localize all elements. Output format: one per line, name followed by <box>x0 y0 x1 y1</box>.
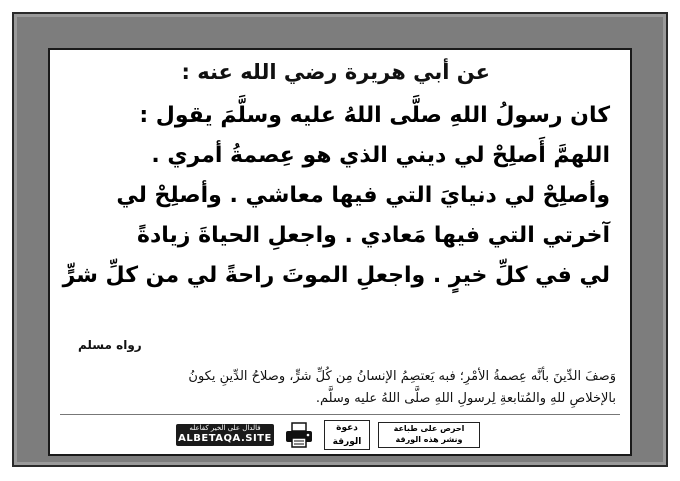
hadith-line-4: آخرتي التي فيها مَعادي . واجعلِ الحياةَ زيادةً <box>136 223 610 248</box>
footer <box>170 420 500 450</box>
hadith-line-5: لي في كلِّ خيرٍ . واجعلِ الموتَ راحةً لي من كلِّ شرٍّ <box>62 263 610 288</box>
commentary-line-1: وَصفَ الدِّينَ بأنَّه عِصمةُ الأمْرِ؛ فبه يَعتصِمُ الإنسانُ مِن كُلِّ شرٍّ، وصلاحُ الدِّينِ يكونُ <box>188 369 616 384</box>
printer-icon <box>284 422 314 448</box>
site-url: ALBETAQA.SITE <box>178 433 272 444</box>
footer-divider <box>60 414 620 415</box>
hadith-text <box>62 96 610 296</box>
print-promo <box>378 422 480 448</box>
hadith-title: عن أبي هريرة رضي الله عنه : <box>181 60 490 84</box>
hadith-card <box>48 48 632 456</box>
logo-line-1: دعوة <box>336 423 358 433</box>
promo-line-2: ونشر هذه الورقة <box>395 435 463 444</box>
commentary-line-2: بالإخلاصِ للهِ والمُتابعةِ لِرسولِ اللهِ صلَّى اللهُ عليه وسلَّم. <box>315 391 616 406</box>
promo-line-1: احرص على طباعة <box>393 424 465 433</box>
hadith-line-1: كان رسولُ اللهِ صلَّى اللهُ عليه وسلَّمَ يقول : <box>139 103 610 128</box>
dawah-logo <box>324 420 370 450</box>
site-caption: فالدال على الخير كفاعله <box>189 424 261 432</box>
hadith-line-3: وأصلِحْ لي دنيايَ التي فيها معاشي . وأصلِحْ لي <box>116 183 610 208</box>
hadith-line-2: اللهمَّ أَصلِحْ لي ديني الذي هو عِصمةُ أمري . <box>151 143 610 168</box>
site-badge[interactable] <box>176 424 274 446</box>
commentary <box>56 366 616 410</box>
narrator-attribution: رواه مسلم <box>78 338 142 352</box>
logo-line-2: الورقة <box>332 437 362 447</box>
